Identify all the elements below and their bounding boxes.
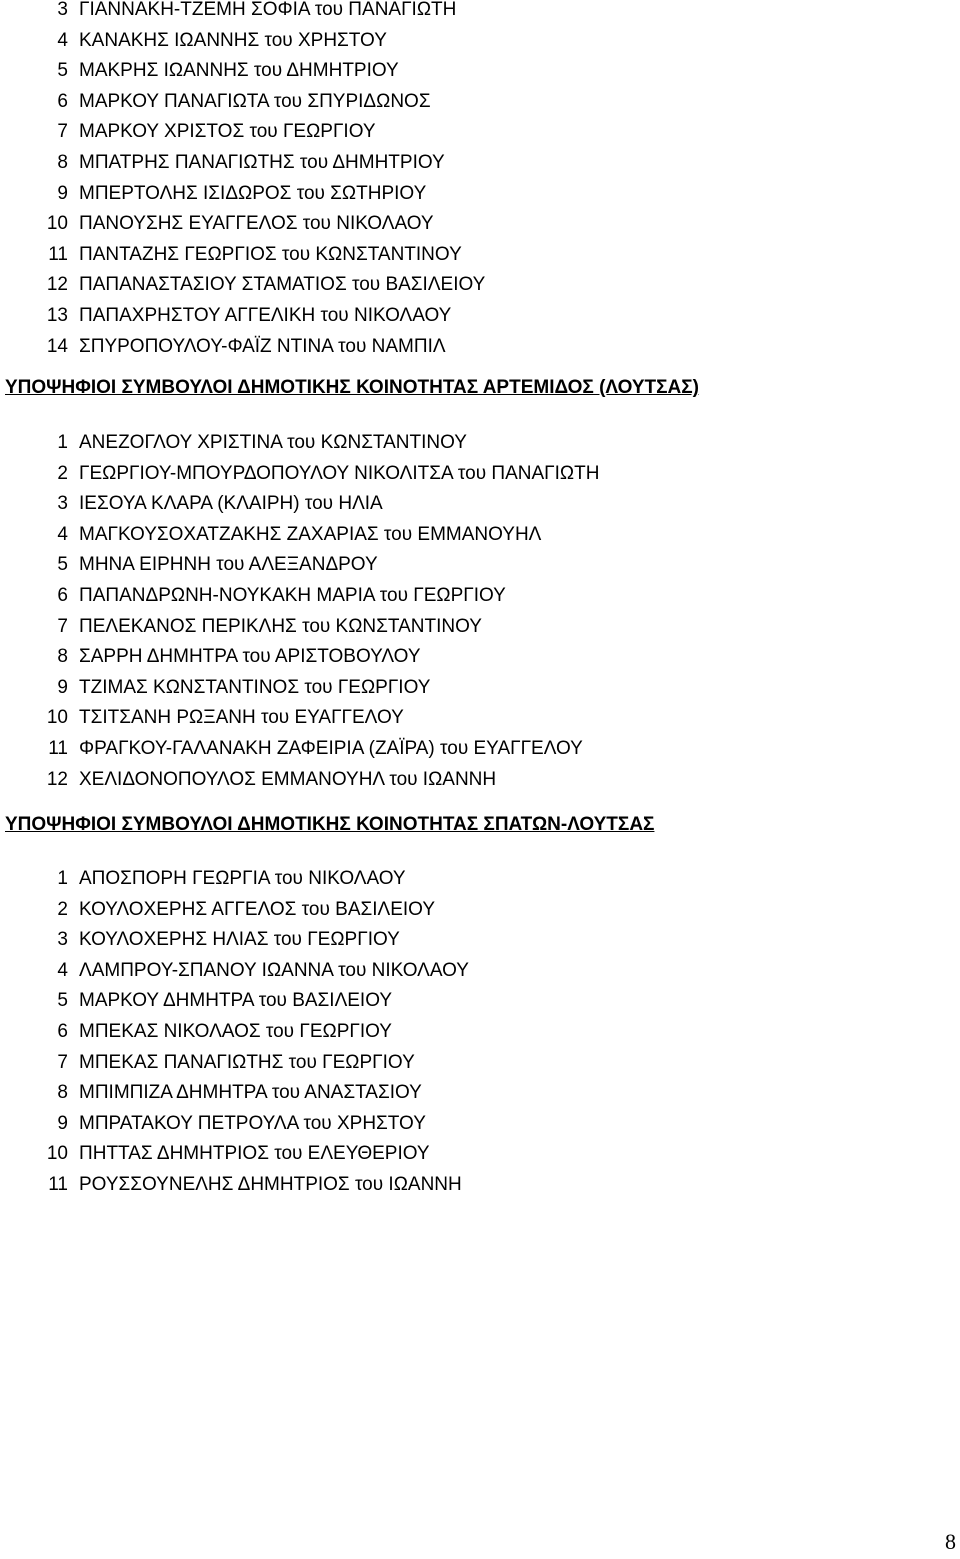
candidate-name: ΜΑΡΚΟΥ ΧΡΙΣΤΟΣ του ΓΕΩΡΓΙΟΥ: [79, 121, 376, 143]
item-number: 4: [57, 959, 68, 981]
candidate-name: ΠΑΠΑΝΔΡΩΝΗ-ΝΟΥΚΑΚΗ ΜΑΡΙΑ του ΓΕΩΡΓΙΟΥ: [79, 584, 506, 606]
list-item: [0, 209, 960, 240]
candidate-name: ΚΟΥΛΟΧΕΡΗΣ ΑΓΓΕΛΟΣ του ΒΑΣΙΛΕΙΟΥ: [79, 898, 435, 920]
item-number: 9: [57, 182, 68, 204]
list-item: [0, 1109, 960, 1140]
list-item: [0, 581, 960, 612]
list-item: [0, 986, 960, 1017]
list-item: [0, 489, 960, 520]
candidate-name: ΡΟΥΣΣΟΥΝΕΛΗΣ ΔΗΜΗΤΡΙΟΣ του ΙΩΑΝΝΗ: [79, 1173, 462, 1195]
candidate-name: ΜΑΓΚΟΥΣΟΧΑΤΖΑΚΗΣ ΖΑΧΑΡΙΑΣ του ΕΜΜΑΝΟΥΗΛ: [79, 523, 542, 545]
candidate-list-previous-section: [0, 0, 960, 362]
list-item: [0, 301, 960, 332]
candidate-name: ΜΑΚΡΗΣ ΙΩΑΝΝΗΣ του ΔΗΜΗΤΡΙΟΥ: [79, 60, 399, 82]
list-item: [0, 1139, 960, 1170]
item-number: 6: [57, 584, 68, 606]
item-number: 6: [57, 90, 68, 112]
candidate-name: ΚΑΝΑΚΗΣ ΙΩΑΝΝΗΣ του ΧΡΗΣΤΟΥ: [79, 29, 387, 51]
list-item: [0, 956, 960, 987]
item-number: 8: [57, 151, 68, 173]
candidate-name: ΣΠΥΡΟΠΟΥΛΟΥ-ΦΑΪΖ ΝΤΙΝΑ του ΝΑΜΠΙΛ: [79, 335, 446, 357]
candidate-name: ΜΑΡΚΟΥ ΠΑΝΑΓΙΩΤΑ του ΣΠΥΡΙΔΩΝΟΣ: [79, 90, 431, 112]
list-item: [0, 765, 960, 796]
candidate-name: ΠΑΠΑΝΑΣΤΑΣΙΟΥ ΣΤΑΜΑΤΙΟΣ του ΒΑΣΙΛΕΙΟΥ: [79, 274, 486, 296]
item-number: 11: [48, 1173, 68, 1195]
item-number: 7: [57, 121, 68, 143]
item-number: 4: [57, 29, 68, 51]
list-item: [0, 703, 960, 734]
candidate-name: ΜΠΕΚΑΣ ΝΙΚΟΛΑΟΣ του ΓΕΩΡΓΙΟΥ: [79, 1020, 392, 1042]
candidate-name: ΑΝΕΖΟΓΛΟΥ ΧΡΙΣΤΙΝΑ του ΚΩΝΣΤΑΝΤΙΝΟΥ: [79, 432, 467, 453]
list-item: [0, 56, 960, 87]
candidate-name: ΠΑΠΑΧΡΗΣΤΟΥ ΑΓΓΕΛΙΚΗ του ΝΙΚΟΛΑΟΥ: [79, 304, 452, 326]
item-number: 8: [57, 646, 68, 668]
list-item: [0, 1048, 960, 1079]
list-item: [0, 520, 960, 551]
item-number: 10: [46, 1143, 68, 1165]
candidate-name: ΙΕΣΟΥΑ ΚΛΑΡΑ (ΚΛΑΙΡΗ) του ΗΛΙΑ: [79, 493, 383, 515]
list-item: [0, 1017, 960, 1048]
item-number: 2: [57, 898, 68, 920]
list-item: [0, 895, 960, 926]
candidate-name: ΠΑΝΤΑΖΗΣ ΓΕΩΡΓΙΟΣ του ΚΩΝΣΤΑΝΤΙΝΟΥ: [79, 243, 462, 265]
candidate-name: ΧΕΛΙΔΟΝΟΠΟΥΛΟΣ ΕΜΜΑΝΟΥΗΛ του ΙΩΑΝΝΗ: [79, 768, 497, 790]
candidate-name: ΜΠΑΤΡΗΣ ΠΑΝΑΓΙΩΤΗΣ του ΔΗΜΗΤΡΙΟΥ: [79, 151, 445, 173]
page-number: 8: [945, 1529, 956, 1554]
list-item: [0, 428, 960, 459]
candidate-name: ΤΣΙΤΣΑΝΗ ΡΩΞΑΝΗ του ΕΥΑΓΓΕΛΟΥ: [79, 707, 404, 729]
item-number: 6: [57, 1020, 68, 1042]
item-number: 9: [57, 1112, 68, 1134]
candidate-name: ΣΑΡΡΗ ΔΗΜΗΤΡΑ του ΑΡΙΣΤΟΒΟΥΛΟΥ: [79, 646, 421, 668]
candidate-name: ΓΙΑΝΝΑΚΗ-ΤΖΕΜΗ ΣΟΦΙΑ του ΠΑΝΑΓΙΩΤΗ: [79, 0, 457, 20]
item-number: 7: [57, 1051, 68, 1073]
candidate-name: ΜΗΝΑ ΕΙΡΗΝΗ του ΑΛΕΞΑΝΔΡΟΥ: [79, 554, 378, 576]
item-number: 7: [57, 615, 68, 637]
candidate-name: ΚΟΥΛΟΧΕΡΗΣ ΗΛΙΑΣ του ΓΕΩΡΓΙΟΥ: [79, 929, 400, 951]
candidate-name: ΜΠΕΡΤΟΛΗΣ ΙΣΙΔΩΡΟΣ του ΣΩΤΗΡΙΟΥ: [79, 182, 427, 204]
item-number: 3: [57, 0, 68, 20]
list-item: [0, 612, 960, 643]
candidate-name: ΜΠΙΜΠΙΖΑ ΔΗΜΗΤΡΑ του ΑΝΑΣΤΑΣΙΟΥ: [79, 1082, 422, 1104]
list-item: [0, 673, 960, 704]
list-item: [0, 459, 960, 490]
candidate-name: ΠΕΛΕΚΑΝΟΣ ΠΕΡΙΚΛΗΣ του ΚΩΝΣΤΑΝΤΙΝΟΥ: [79, 615, 482, 637]
list-item: [0, 332, 960, 363]
section-heading-artemidos: ΥΠΟΨΗΦΙΟΙ ΣΥΜΒΟΥΛΟΙ ΔΗΜΟΤΙΚΗΣ ΚΟΙΝΟΤΗΤΑΣ ΑΡΤΕΜΙΔΟΣ (ΛΟΥΤΣΑΣ): [5, 377, 699, 398]
candidate-list-spaton-loutsas: [0, 864, 960, 1201]
candidate-name: ΜΠΡΑΤΑΚΟΥ ΠΕΤΡΟΥΛΑ του ΧΡΗΣΤΟΥ: [79, 1112, 426, 1134]
candidate-name: ΛΑΜΠΡΟΥ-ΣΠΑΝΟΥ ΙΩΑΝΝΑ του ΝΙΚΟΛΑΟΥ: [79, 959, 469, 981]
item-number: 10: [46, 213, 68, 235]
list-item: [0, 148, 960, 179]
item-number: 14: [46, 335, 68, 357]
item-number: 3: [57, 493, 68, 515]
item-number: 11: [48, 243, 68, 265]
item-number: 2: [57, 462, 68, 484]
item-number: 12: [46, 768, 68, 790]
list-item: [0, 925, 960, 956]
item-number: 12: [46, 274, 68, 296]
item-number: 5: [57, 990, 68, 1012]
list-item: [0, 734, 960, 765]
candidate-name: ΑΠΟΣΠΟΡΗ ΓΕΩΡΓΙΑ του ΝΙΚΟΛΑΟΥ: [79, 868, 406, 889]
candidate-name: ΠΗΤΤΑΣ ΔΗΜΗΤΡΙΟΣ του ΕΛΕΥΘΕΡΙΟΥ: [79, 1143, 430, 1165]
list-item: [0, 864, 960, 895]
list-item: [0, 1078, 960, 1109]
list-item: [0, 179, 960, 210]
item-number: 5: [57, 554, 68, 576]
item-number: 8: [57, 1082, 68, 1104]
list-item: [0, 270, 960, 301]
item-number: 9: [57, 676, 68, 698]
list-item: [0, 1170, 960, 1201]
candidate-name: ΓΕΩΡΓΙΟΥ-ΜΠΟΥΡΔΟΠΟΥΛΟΥ ΝΙΚΟΛΙΤΣΑ του ΠΑΝΑΓΙΩΤΗ: [79, 462, 600, 484]
item-number: 3: [57, 929, 68, 951]
item-number: 13: [46, 304, 68, 326]
item-number: 5: [57, 60, 68, 82]
list-item: [0, 117, 960, 148]
candidate-name: ΠΑΝΟΥΣΗΣ ΕΥΑΓΓΕΛΟΣ του ΝΙΚΟΛΑΟΥ: [79, 213, 434, 235]
item-number: 4: [57, 523, 68, 545]
candidate-name: ΜΑΡΚΟΥ ΔΗΜΗΤΡΑ του ΒΑΣΙΛΕΙΟΥ: [79, 990, 393, 1012]
section-heading-spaton-loutsas: ΥΠΟΨΗΦΙΟΙ ΣΥΜΒΟΥΛΟΙ ΔΗΜΟΤΙΚΗΣ ΚΟΙΝΟΤΗΤΑΣ ΣΠΑΤΩΝ-ΛΟΥΤΣΑΣ: [5, 814, 655, 835]
list-item: [0, 87, 960, 118]
candidate-name: ΤΖΙΜΑΣ ΚΩΝΣΤΑΝΤΙΝΟΣ του ΓΕΩΡΓΙΟΥ: [79, 676, 431, 698]
list-item: [0, 240, 960, 271]
list-item: [0, 0, 960, 26]
list-item: [0, 642, 960, 673]
item-number: 11: [48, 737, 68, 759]
item-number: 1: [57, 432, 68, 453]
list-item: [0, 26, 960, 57]
candidate-name: ΜΠΕΚΑΣ ΠΑΝΑΓΙΩΤΗΣ του ΓΕΩΡΓΙΟΥ: [79, 1051, 415, 1073]
item-number: 10: [46, 707, 68, 729]
candidate-list-artemidos: [0, 428, 960, 795]
candidate-name: ΦΡΑΓΚΟΥ-ΓΑΛΑΝΑΚΗ ΖΑΦΕΙΡΙΑ (ΖΑΪΡΑ) του ΕΥΑΓΓΕΛΟΥ: [79, 737, 583, 759]
list-item: [0, 550, 960, 581]
item-number: 1: [57, 868, 68, 889]
